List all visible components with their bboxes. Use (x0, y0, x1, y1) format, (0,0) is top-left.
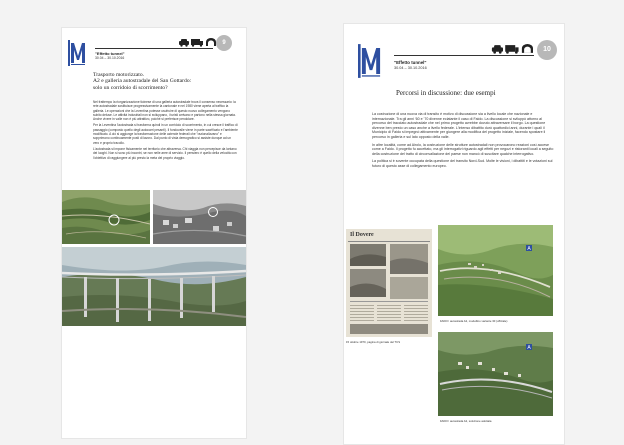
page-10 (344, 24, 564, 444)
body-text (372, 112, 554, 172)
page-number-badge: 10 (537, 40, 557, 60)
paragraph: Nel frattempo la riorganizzazione ticinese di una galleria autostradale trova il consenso necessario: la rete autostradale sostituisce progressivamente la cantonale e nel 1980 viene aperta al traffico la galleria. Le operazioni che la Leventina potesse usufruire di questo nuovo collegamento vengono subito deluse. Le attività industriali non si sviluppano, i turisti arrivano e partono nella stessa giornata. Anche vivere in valle non è più attrattivo, poiché si preferisce pendolare. (93, 100, 236, 122)
paragraph: La costruzione di una nuova via di transito è motivo di discussione sia a livello locale che nazionale e internazionale. Tra gli anni '60 e '70 divenne eclatante il caso di Faido. La discussione si sviluppò attorno al percorso del tracciato autostradale che nel primo progetto avrebbe dovuto attraversare il borgo. La questione divenne ben presto un caso anche a livello federale. L'intenso dibattito durò quattordici anni, durante i quali il Municipio di Faido si impegnò attivamente per giungere alla modifica del progetto iniziale, facendo spostare il percorso in galleria e sul lato opposto della valle. (372, 112, 546, 139)
paragraph: L'autostrada si impone fisicamente nel territorio che attraversa. Chi viaggia non percepisce da lontano dei luoghi. Non si sono più incontri, se non nelle aree di servizio. Il pensiero è quello della velocità con l'obiettivo di raggiungere al più presto la meta del proprio viaggio. (93, 146, 237, 160)
newspaper-masthead: Il Dovere (350, 232, 374, 238)
header-title: "Effetto tunnel" (394, 60, 427, 65)
car-icon (179, 39, 189, 47)
page-number-badge: 9 (216, 35, 232, 51)
header-title: "Effetto tunnel" (95, 51, 125, 56)
heading-line-2: A2 e galleria autostradale del San Gottardo: (93, 78, 192, 85)
heading-line-3: solo un corridoio di scorrimento? (93, 84, 168, 91)
svg-text:A: A (527, 345, 531, 351)
svg-text:A: A (527, 246, 531, 252)
header-rule (394, 55, 534, 56)
photo-faido-aerial (438, 332, 553, 416)
photo-highway-viaduct (62, 247, 246, 326)
tunnel-icon (522, 44, 533, 53)
tunnel-icon (206, 38, 216, 46)
paragraph: Per la Leventina l'autostrada si trasforma quindi in un corridoio di scorrimento, in cui cresce il traffico di passaggio (composto quello degli autocarri pesanti). Il fondovalle viene in parte sacrificato e l'ambiente modificato. A ciò si aggiunge la trasformazione delle aziende federali che "razionalizzano" e sopprimono continuamente posti di lavoro. Dal punto di vista demografico si assiste dunque ad un vero e proprio tracollo. (93, 123, 238, 145)
truck-icon (505, 45, 518, 54)
photo-faido-model (438, 225, 553, 316)
header-icons (490, 44, 536, 52)
photo-valley-historic (153, 190, 246, 244)
museum-logo-icon (68, 40, 88, 66)
body-text (93, 100, 238, 162)
page-heading (93, 72, 238, 91)
museum-logo-icon (358, 44, 384, 78)
car-icon (492, 45, 503, 54)
caption-aerial: FAIDO: autostrada A2, soluzione adottata (440, 419, 492, 423)
paragraph: La politica si è sovente occupata della questione del transito Nord-Sud. Molte le visioni, i dibattiti e le votazioni sul futuro di questo asse di collegamento europeo. (372, 159, 553, 168)
paragraph: In altre località, come ad Airolo, la costruzione delle strutture autostradali non provocarono reazioni così accese come a Faido. Il progetto fu accettato, ma gli interrogativi riguardo agli effetti per negozi e ristoranti locali a seguito della costruzione del tratto di circonvallazione del paese non mancò di suscitare qualche interrogativo. (372, 142, 554, 156)
header-rule (95, 48, 213, 49)
header-date: 30.04 – 30.10.2016 (394, 66, 427, 70)
caption-newspaper: 15 ottobre 1970, pagina di giornale del TCS (346, 340, 401, 344)
page-heading: Percorsi in discussione: due esempi (396, 89, 496, 97)
caption-model: FAIDO: autostrada A2, modellino variante 30 (ufficiale) (440, 319, 508, 323)
page-9 (62, 28, 246, 438)
newspaper-clipping (346, 229, 432, 337)
photo-hillside-terraces (62, 190, 150, 244)
header-date: 30.04 – 30.10.2016 (95, 56, 125, 60)
truck-icon (191, 39, 203, 47)
heading-line-1: Trasporto motorizzato. (93, 72, 145, 78)
header-icons (178, 38, 218, 46)
